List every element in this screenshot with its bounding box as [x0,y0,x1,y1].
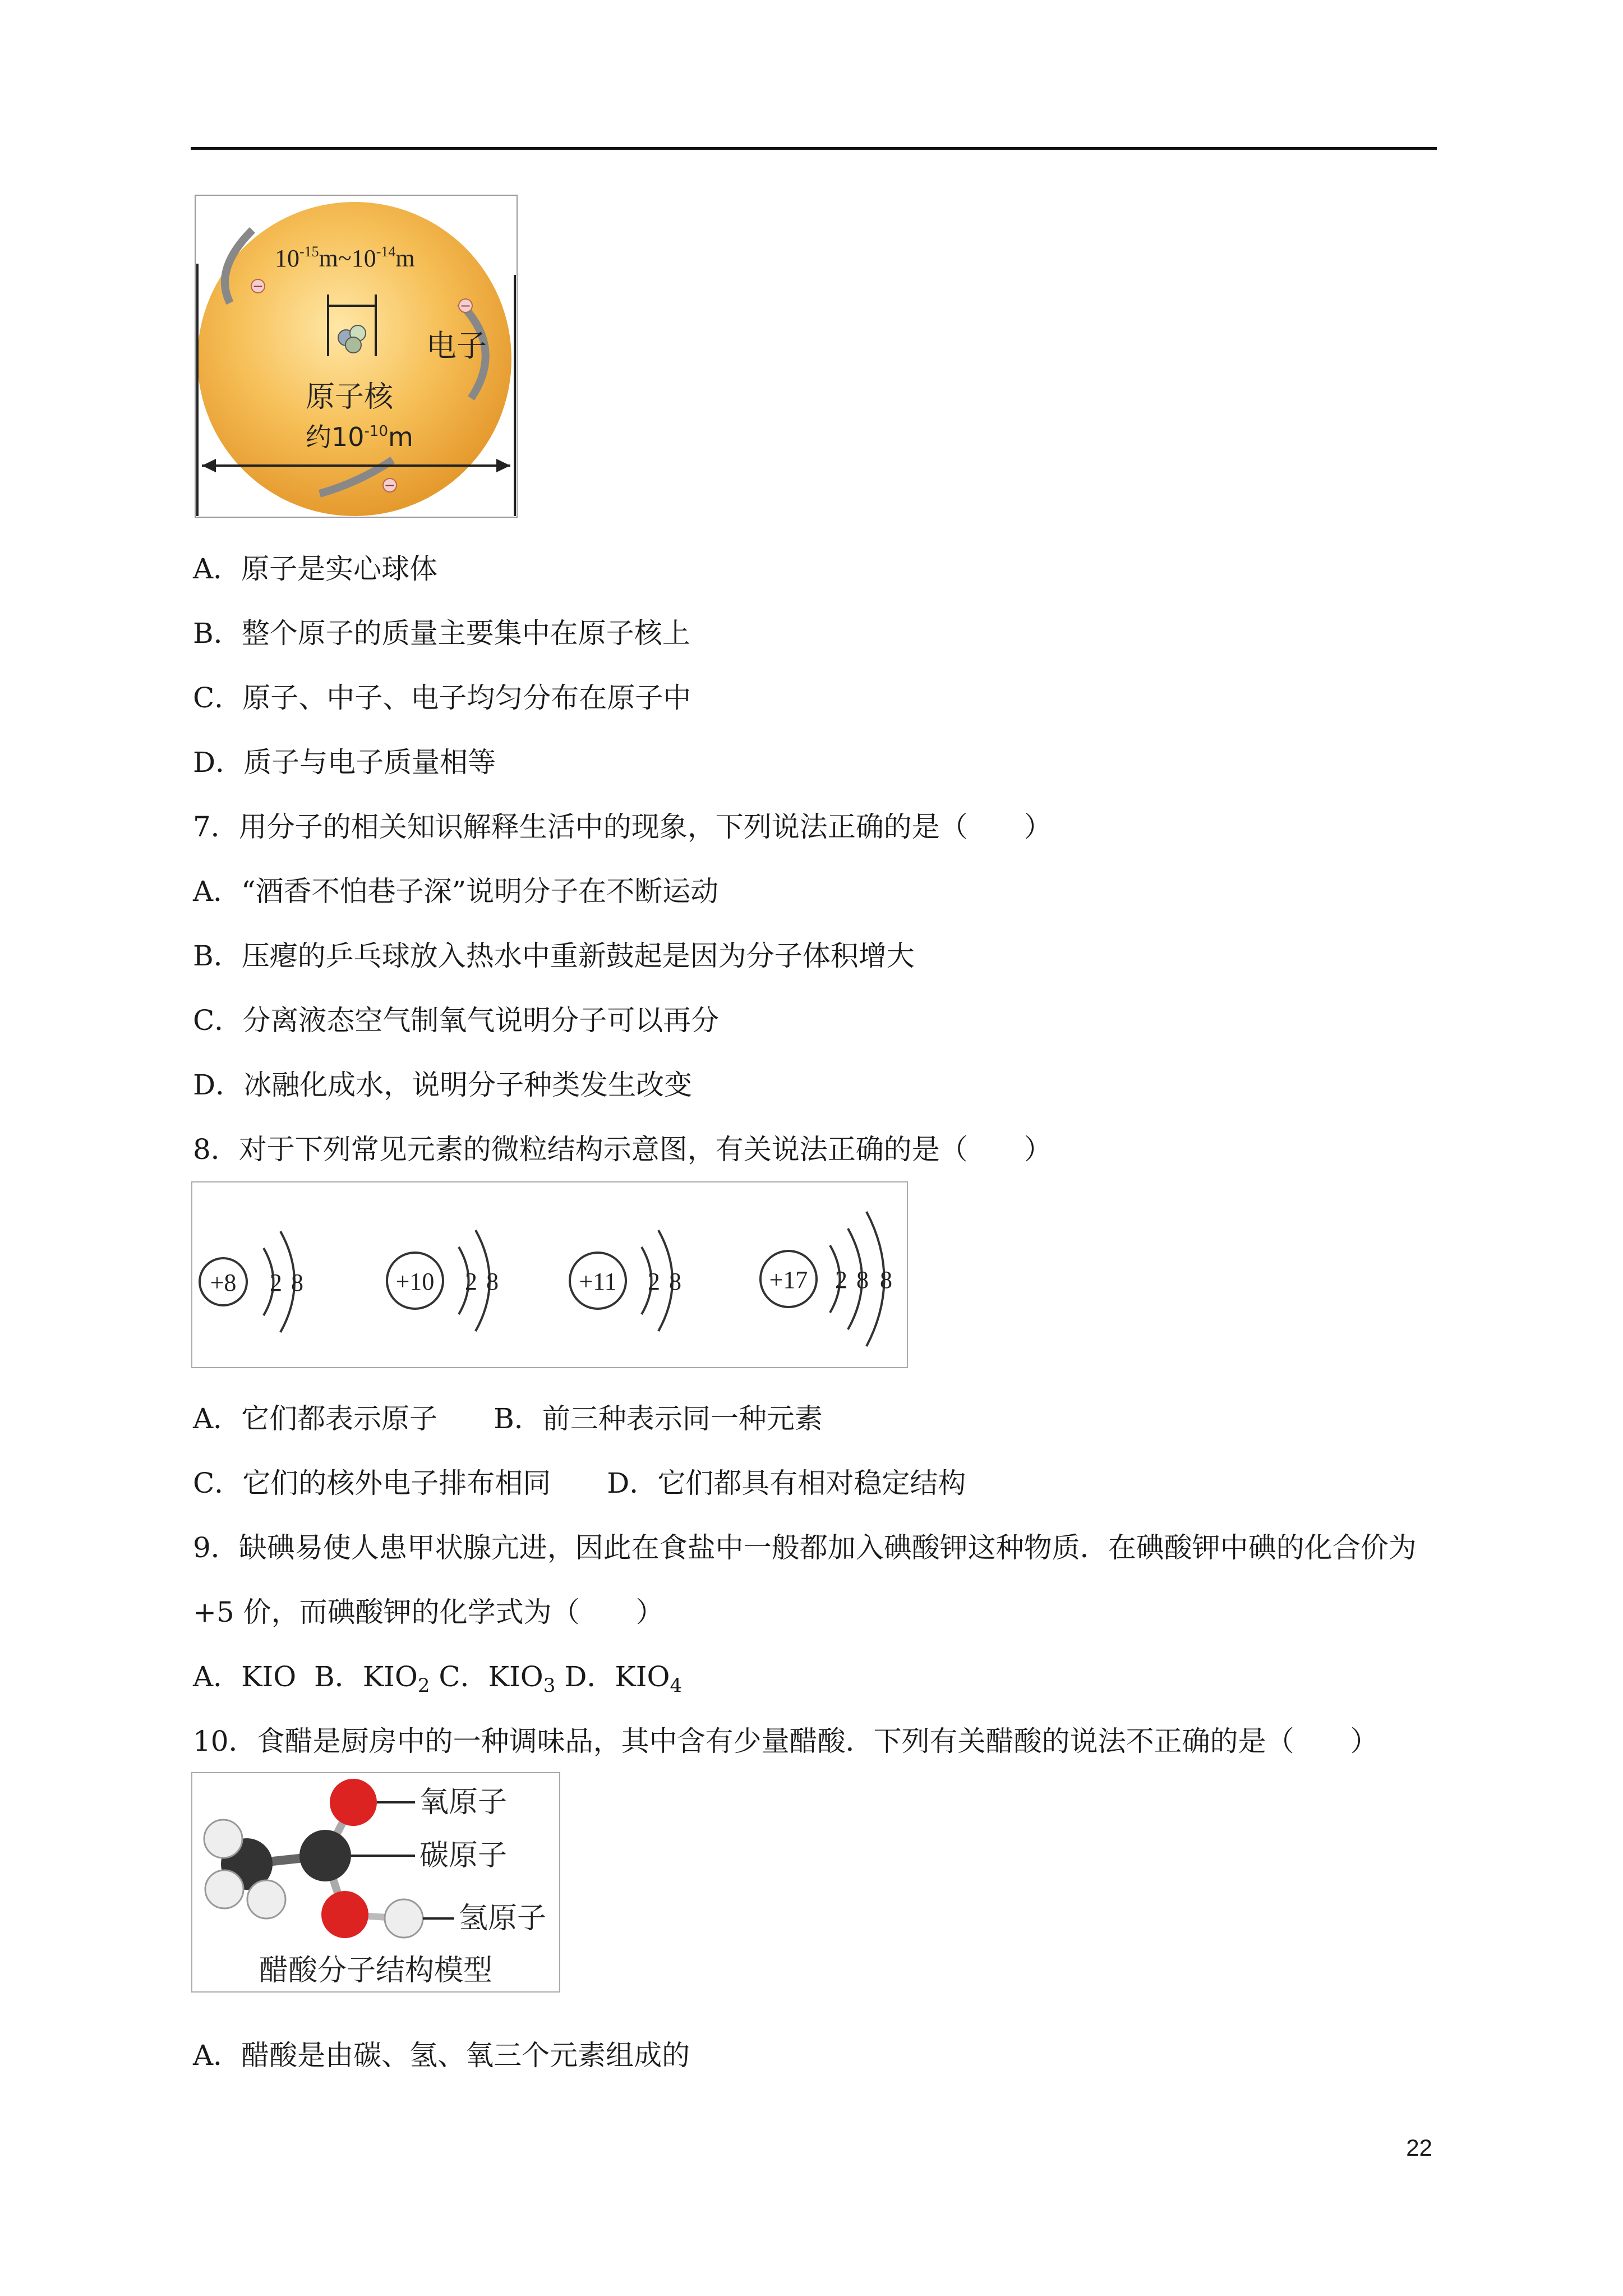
q9-stem-line2: +5 价，而碘酸钾的化学式为（ ） [193,1596,664,1628]
shell-3-2: 8 [669,1268,681,1295]
q6-option-a: A．原子是实心球体 [193,553,438,585]
atom-size-label: 约$10^{-10}m$ [306,422,413,452]
shell-2-2: 8 [486,1268,499,1295]
shell-2-1: 2 [465,1268,477,1295]
q8-options-line2: C．它们的核外电子排布相同 D．它们都具有相对稳定结构 [193,1467,966,1499]
shell-4-1: 2 [835,1266,847,1294]
q7-option-c: C．分离液态空气制氧气说明分子可以再分 [193,1004,720,1037]
atom-structure-figure [191,191,522,522]
q9-option-a: A．KIO [193,1660,297,1693]
shell-3-1: 2 [648,1268,660,1295]
q6-option-b: B．整个原子的质量主要集中在原子核上 [193,617,690,650]
page-number: 22 [1406,2134,1432,2161]
electron-shell-diagrams [191,1181,909,1369]
q7-option-a: A．“酒香不怕巷子深”说明分子在不断运动 [193,875,719,908]
carbon-atom-label: 碳原子 [419,1839,508,1872]
q10-stem: 10．食醋是厨房中的一种调味品，其中含有少量醋酸．下列有关醋酸的说法不正确的是（ ） [193,1725,1378,1757]
nucleus-charge-1: +8 [210,1269,237,1296]
q9-option-b-subscript: 2 [417,1674,430,1697]
q9-option-d-subscript: 4 [670,1674,683,1697]
nucleus-size-label: $10^{-15}m\sim 10^{-14}m$ [275,243,415,272]
q8-options-line1: A．它们都表示原子 B．前三种表示同一种元素 [193,1402,823,1435]
nucleus-charge-4: +17 [769,1266,808,1294]
shell-4-3: 8 [880,1266,892,1294]
q9-option-c: C．KIO [439,1660,543,1693]
hydrogen-atom-label: 氢原子 [459,1902,547,1935]
acetic-acid-model-figure [191,1772,561,1993]
q9-options [193,1659,682,1704]
electron-sign-1: − [252,278,264,294]
q7-stem: 7．用分子的相关知识解释生活中的现象，下列说法正确的是（ ） [193,811,1052,843]
shell-4-2: 8 [856,1266,869,1294]
q10-option-a: A．醋酸是由碳、氢、氧三个元素组成的 [193,2039,690,2072]
nucleus-label: 原子核 [306,380,394,414]
electron-sign-3: − [384,477,396,493]
q8-stem: 8．对于下列常见元素的微粒结构示意图，有关说法正确的是（ ） [193,1133,1052,1166]
q9-stem-line1: 9．缺碘易使人患甲状腺亢进，因此在食盐中一般都加入碘酸钾这种物质．在碘酸钾中碘的化合价为 [193,1531,1417,1564]
q9-option-c-subscript: 3 [543,1674,556,1697]
nucleus-charge-3: +11 [579,1268,617,1295]
q7-option-d: D．冰融化成水，说明分子种类发生改变 [193,1069,693,1101]
q9-option-b: B．KIO [314,1660,418,1693]
model-caption: 醋酸分子结构模型 [259,1954,493,1987]
q9-option-d: D．KIO [564,1660,670,1693]
q7-option-b: B．压瘪的乒乓球放入热水中重新鼓起是因为分子体积增大 [193,940,915,972]
electron-sign-2: − [459,298,472,314]
shell-1-1: 2 [270,1269,282,1296]
shell-1-2: 8 [291,1269,303,1296]
header-rule [191,147,1437,150]
oxygen-atom-label: 氧原子 [419,1786,508,1819]
q6-option-c: C．原子、中子、电子均匀分布在原子中 [193,682,691,714]
electron-label: 电子 [426,328,487,364]
q6-option-d: D．质子与电子质量相等 [193,746,496,779]
nucleus-charge-2: +10 [395,1268,435,1295]
